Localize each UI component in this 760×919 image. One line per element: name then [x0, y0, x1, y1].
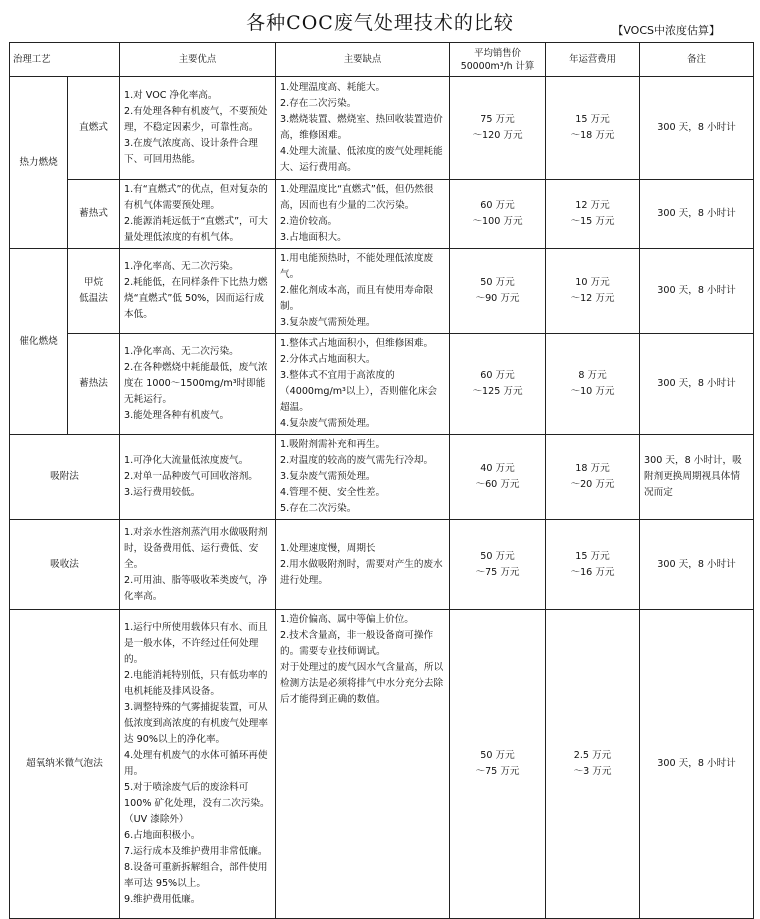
disadvantages-cell: 1.处理速度慢，周期长 2.用水做吸附剂时，需要对产生的废水进行处理。 [276, 520, 450, 610]
header-price-line1: 平均销售价 [474, 47, 521, 59]
table-row [10, 334, 754, 435]
cost-cell: 15 万元 ～16 万元 [546, 520, 640, 610]
header-advantages: 主要优点 [120, 43, 276, 77]
cost-cell: 12 万元 ～15 万元 [546, 180, 640, 249]
process-name: 吸附法 [10, 435, 120, 520]
disadvantages-cell: 1.造价偏高、属中等偏上价位。 2.技术含量高，非一般设备商可操作的。需要专业技师调试。 对于处理过的废气因水气含量高，所以检测方法是必须将排气中水分充分去除后才能得到正确的数值。 [276, 610, 450, 919]
header-price [450, 43, 546, 77]
price-cell: 60 万元 ～125 万元 [450, 334, 546, 435]
price-cell: 60 万元 ～100 万元 [450, 180, 546, 249]
remark-cell: 300 天，8 小时计 [640, 180, 754, 249]
cost-cell: 2.5 万元 ～3 万元 [546, 610, 640, 919]
cost-cell: 8 万元 ～10 万元 [546, 334, 640, 435]
header-remarks: 备注 [640, 43, 754, 77]
disadvantages-cell: 1.处理温度比“直燃式”低，但仍然很高，因而也有少量的二次污染。 2.造价较高。 3.占地面积大。 [276, 180, 450, 249]
header-disadvantages: 主要缺点 [276, 43, 450, 77]
disadvantages-cell: 1.吸附剂需补充和再生。 2.对温度的较高的废气需先行冷却。 3.复杂废气需预处理。 4.管理不便、安全性差。 5.存在二次污染。 [276, 435, 450, 520]
cost-cell: 10 万元 ～12 万元 [546, 249, 640, 334]
remark-cell: 300 天，8 小时计 [640, 610, 754, 919]
advantages-cell: 1.对 VOC 净化率高。 2.有处理各种有机废气，不要预处理，不稳定因素少，可靠性高。 3.在废气浓度高、设计条件合理下、可回用热能。 [120, 77, 276, 180]
price-cell: 75 万元 ～120 万元 [450, 77, 546, 180]
advantages-cell: 1.运行中所使用载体只有水、而且是一般水体，不许经过任何处理的。 2.电能消耗特别低，只有低功率的电机耗能及排风设备。 3.调整特殊的气雾捕捉装置，可从低浓度到高浓度的有机废气处理率达 90%以上的净化率。 4.处理有机废气的水体可循环再使用。 5.对于喷涂废气后的废涂料可 100% 矿化处理，没有二次污染。（UV 漆除外） 6.占地面积极小。 7.运行成本及维护费用非常低廉。 8.设备可重新拆解组合，部件使用率可达 95%以上。 9.维护费用低廉。 [120, 610, 276, 919]
remark-cell: 300 天，8 小时计 [640, 520, 754, 610]
sub-process: 甲烷 低温法 [68, 249, 120, 334]
page-title: 各种COC废气处理技术的比较 [246, 12, 514, 34]
table-row [10, 77, 754, 180]
sub-process: 蓄热式 [68, 180, 120, 249]
table-row [10, 249, 754, 334]
advantages-cell: 1.净化率高、无二次污染。 2.耗能低，在同样条件下比热力燃烧“直燃式”低 50%，因而运行成本低。 [120, 249, 276, 334]
advantages-cell: 1.净化率高、无二次污染。 2.在各种燃烧中耗能最低，废气浓度在 1000～1500mg/m³时即能无耗运行。 3.能处理各种有机废气。 [120, 334, 276, 435]
price-cell: 40 万元 ～60 万元 [450, 435, 546, 520]
remark-cell: 300 天，8 小时计 [640, 77, 754, 180]
table-row [10, 520, 754, 610]
remark-cell: 300 天，8 小时计 [640, 334, 754, 435]
header-process: 治理工艺 [10, 43, 120, 77]
sub-process: 直燃式 [68, 77, 120, 180]
header-cost: 年运营费用 [546, 43, 640, 77]
disadvantages-cell: 1.用电能预热时，不能处理低浓度废气。 2.催化剂成本高，而且有使用寿命限制。 3.复杂废气需预处理。 [276, 249, 450, 334]
sub-process: 蓄热法 [68, 334, 120, 435]
cost-cell: 15 万元 ～18 万元 [546, 77, 640, 180]
estimate-note: 【VOCS中浓度估算】 [612, 24, 720, 37]
comparison-table [9, 42, 754, 919]
table-row [10, 180, 754, 249]
table-row [10, 610, 754, 919]
advantages-cell: 1.有“直燃式”的优点，但对复杂的有机气体需要预处理。 2.能源消耗远低于“直燃式”，可大量处理低浓度的有机气体。 [120, 180, 276, 249]
price-cell: 50 万元 ～90 万元 [450, 249, 546, 334]
group-catalytic: 催化燃烧 [10, 249, 68, 435]
price-cell: 50 万元 ～75 万元 [450, 610, 546, 919]
table-row [10, 435, 754, 520]
cost-cell: 18 万元 ～20 万元 [546, 435, 640, 520]
price-cell: 50 万元 ～75 万元 [450, 520, 546, 610]
group-thermal: 热力燃烧 [10, 77, 68, 249]
header-price-line2: 50000m³/h 计算 [460, 60, 535, 72]
disadvantages-cell: 1.整体式占地面积小，但维修困难。 2.分体式占地面积大。 3.整体式不宜用于高浓度的（4000mg/m³以上），否则催化床会超温。 4.复杂废气需预处理。 [276, 334, 450, 435]
process-name: 吸收法 [10, 520, 120, 610]
remark-cell: 300 天，8 小时计 [640, 249, 754, 334]
process-name: 超氧纳米微气泡法 [10, 610, 120, 919]
advantages-cell: 1.可净化大流量低浓度废气。 2.对单一品种废气可回收溶剂。 3.运行费用较低。 [120, 435, 276, 520]
disadvantages-cell: 1.处理温度高、耗能大。 2.存在二次污染。 3.燃烧装置、燃烧室、热回收装置造价高，维修困难。 4.处理大流量、低浓度的废气处理耗能大、运行费用高。 [276, 77, 450, 180]
remark-cell: 300 天，8 小时计，吸附剂更换周期视具体情况而定 [640, 435, 754, 520]
advantages-cell: 1.对亲水性溶剂蒸汽用水做吸附剂时，设备费用低、运行费低、安全。 2.可用油、脂等吸收苯类废气，净化率高。 [120, 520, 276, 610]
